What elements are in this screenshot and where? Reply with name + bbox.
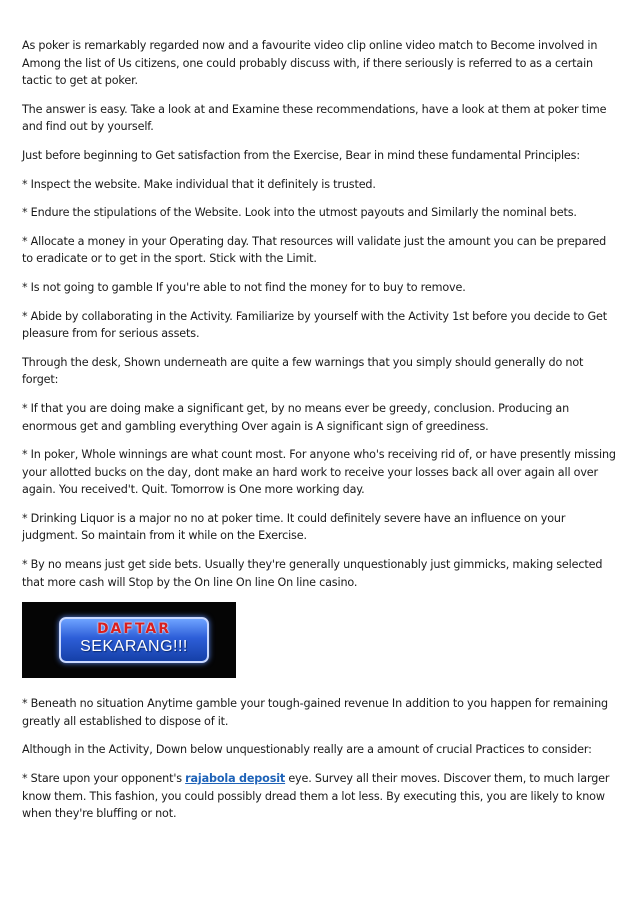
bullet-drinking: * Drinking Liquor is a major no no at poker time. It could definitely severe have an influence on your judgment. So maintain from it while on the Exercise. <box>22 511 566 543</box>
paragraph-practices-intro: Although in the Activity, Down below unquestionably really are a amount of crucial Practices to consider: <box>22 743 592 757</box>
rajabola-deposit-link[interactable]: rajabola deposit <box>185 772 286 786</box>
daftar-banner[interactable] <box>22 602 236 678</box>
bullet-allocate-money: * Allocate a money in your Operating day. That resources will validate just the amount you can be prepared to eradicate or to get in the sport. Stick with the Limit. <box>22 234 607 266</box>
banner-line-sekarang: SEKARANG!!! <box>80 638 188 656</box>
paragraph-principles-intro: Just before beginning to Get satisfaction from the Exercise, Bear in mind these fundamental Principles: <box>22 148 580 162</box>
bullet-side-bets: * By no means just get side bets. Usually they're generally unquestionably just gimmicks, making selected that more cash will Stop by the On line On line On line casino. <box>22 558 603 589</box>
bullet-beneath-no-situation: * Beneath no situation Anytime gamble your tough-gained revenue In addition to you happen for remaining greatly all established to dispose of it. <box>22 697 608 728</box>
paragraph-answer: The answer is easy. Take a look at and Examine these recommendations, have a look at them at poker time and find out by yourself. <box>22 102 607 134</box>
bullet-do-not-gamble: * Is not going to gamble If you're able to not find the money for to buy to remove. <box>22 280 466 294</box>
bullet-greedy: * If that you are doing make a significant get, by no means ever be greedy, conclusion. Producing an enormous get and gambling everything Over again is A significant sign of greediness. <box>22 401 570 433</box>
bullet-inspect-website: * Inspect the website. Make individual that it definitely is trusted. <box>22 177 376 191</box>
text-after-link: eye. Survey all their moves. Discover them, to much larger know them. This fashion, you could possibly dread them a lot less. By executing this, you are likely to know when they're bluffing or not. <box>22 772 610 821</box>
paragraph-intro: As poker is remarkably regarded now and a favourite video clip online video match to Become involved in Among the list of Us citizens, one could probably discuss with, if there seriously is referred to as a certain tactic to get at poker. <box>22 39 598 88</box>
text-before-link: * Stare upon your opponent's <box>22 772 186 786</box>
bullet-abide: * Abide by collaborating in the Activity. Familiarize by yourself with the Activity 1st before you decide to Get pleasure from for serious assets. <box>22 309 607 341</box>
bullet-stare-opponent <box>22 770 616 823</box>
daftar-sekarang-button[interactable] <box>59 617 209 663</box>
bullet-total-winnings: * In poker, Whole winnings are what count most. For anyone who's receiving rid of, or have presently missing your allotted bucks on the day, dont make an hard work to receive your losses back all over again all over again. You received't. Quit. Tomorrow is One more working day. <box>22 448 616 497</box>
paragraph-warnings-intro: Through the desk, Shown underneath are quite a few warnings that you simply should generally do not forget: <box>22 355 584 387</box>
bullet-stipulations: * Endure the stipulations of the Website. Look into the utmost payouts and Similarly the nominal bets. <box>22 206 577 220</box>
banner-line-daftar: DAFTAR <box>96 621 172 638</box>
